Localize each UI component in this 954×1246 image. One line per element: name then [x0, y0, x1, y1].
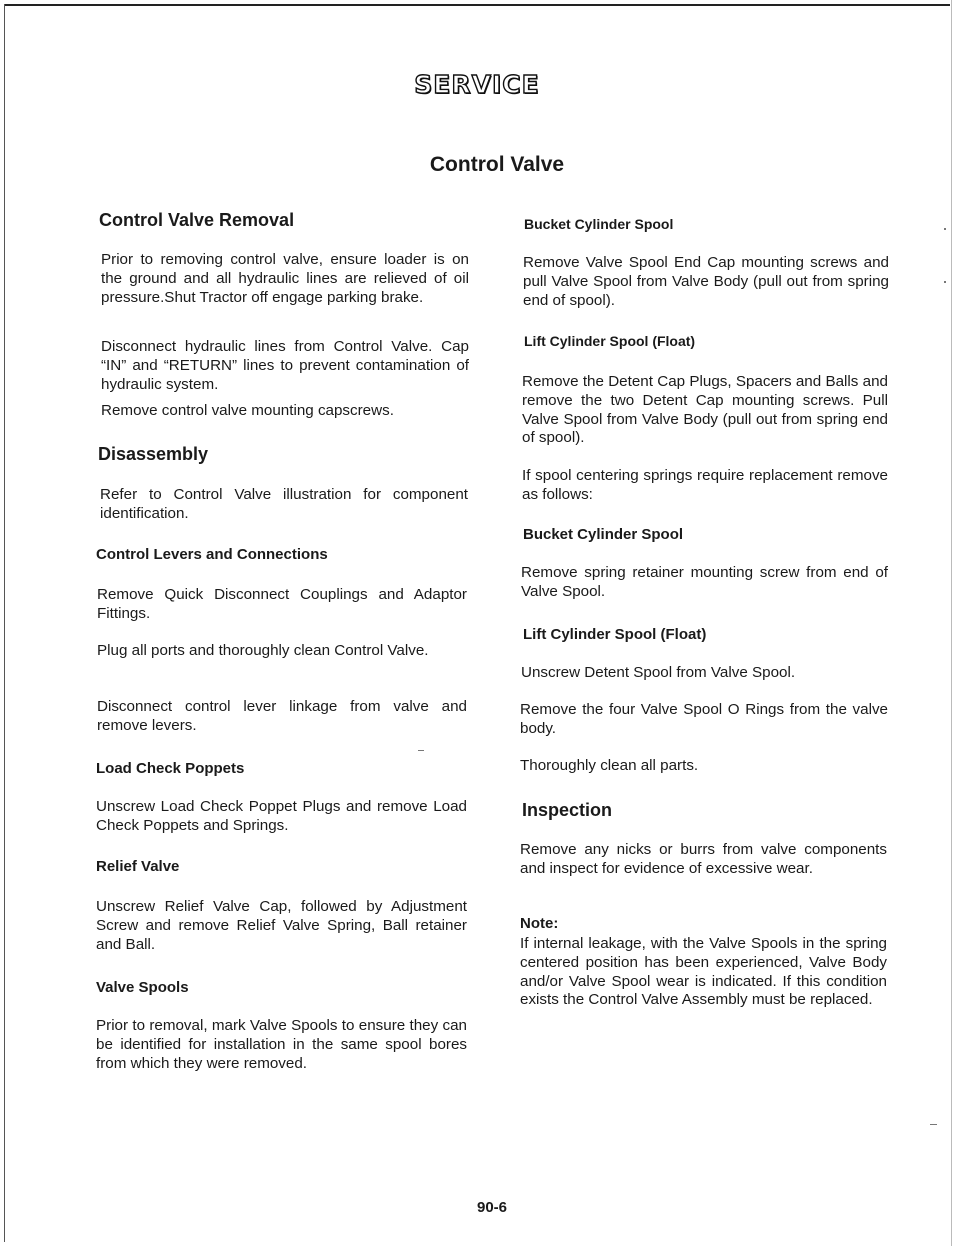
- heading-relief-valve: Relief Valve: [96, 858, 180, 875]
- paragraph-levers-1: Remove Quick Disconnect Couplings and Adaptor Fittings.: [97, 586, 467, 622]
- heading-control-valve-removal: Control Valve Removal: [99, 210, 295, 230]
- scan-speck: [944, 281, 946, 283]
- scan-speck: [930, 1124, 937, 1125]
- heading-load-check-poppets: Load Check Poppets: [96, 760, 245, 777]
- heading-valve-spools: Valve Spools: [96, 979, 189, 996]
- page-title: Control Valve: [429, 153, 565, 176]
- paragraph-relief-1: Unscrew Relief Valve Cap, followed by Adjustment Screw and remove Relief Valve Spring, Ball retainer and Ball.: [96, 898, 467, 953]
- heading-note: Note:: [520, 915, 559, 932]
- scan-speck: [418, 750, 424, 751]
- heading-lift-cylinder-spool: Lift Cylinder Spool (Float): [524, 333, 696, 349]
- heading-control-levers: Control Levers and Connections: [96, 546, 328, 563]
- paragraph-inspection-1: Remove any nicks or burrs from valve components and inspect for evidence of excessive wear.: [520, 841, 887, 877]
- paragraph-removal-2: Disconnect hydraulic lines from Control Valve. Cap “IN” and “RETURN” lines to prevent contamination of hydraulic system.: [101, 338, 469, 393]
- paragraph-load-check-1: Unscrew Load Check Poppet Plugs and remove Load Check Poppets and Springs.: [96, 798, 467, 834]
- scan-speck: [944, 228, 946, 230]
- heading-disassembly: Disassembly: [98, 444, 209, 464]
- paragraph-bucket-spool-1: Remove Valve Spool End Cap mounting screws and pull Valve Spool from Valve Body (pull out from spring end of spool).: [523, 254, 889, 309]
- section-banner: SERVICE: [414, 70, 540, 99]
- paragraph-lift-spool-float-1: Unscrew Detent Spool from Valve Spool.: [521, 664, 796, 681]
- page-number: 90-6: [476, 1199, 508, 1216]
- paragraph-lift-spool-2: If spool centering springs require replacement remove as follows:: [522, 467, 888, 503]
- paragraph-lift-spool-1: Remove the Detent Cap Plugs, Spacers and Balls and remove the two Detent Cap mounting screws. Pull Valve Spool from Valve Body (pull out from spring end of spool).: [522, 373, 888, 447]
- paragraph-disassembly-1: Refer to Control Valve illustration for component identification.: [100, 486, 468, 522]
- heading-inspection: Inspection: [522, 800, 613, 820]
- paragraph-note-1: If internal leakage, with the Valve Spools in the spring centered position has been experienced, Valve Body and/or Valve Spool wear is indicated. If this condition exists the Control Valve Assembly must be replaced.: [520, 935, 887, 1009]
- page-edge-right: [951, 0, 952, 1246]
- heading-bucket-cylinder-spool-2: Bucket Cylinder Spool: [523, 526, 684, 543]
- paragraph-levers-3: Disconnect control lever linkage from valve and remove levers.: [97, 698, 467, 734]
- paragraph-lift-spool-float-2: Remove the four Valve Spool O Rings from the valve body.: [520, 701, 888, 737]
- paragraph-spools-1: Prior to removal, mark Valve Spools to ensure they can be identified for installation in the same spool bores from which they were removed.: [96, 1017, 467, 1072]
- page-border-left: [4, 4, 5, 1242]
- paragraph-lift-spool-float-3: Thoroughly clean all parts.: [520, 757, 699, 774]
- heading-lift-cylinder-spool-float: Lift Cylinder Spool (Float): [523, 626, 707, 643]
- page-border-top: [4, 4, 950, 6]
- paragraph-levers-2: Plug all ports and thoroughly clean Control Valve.: [97, 642, 429, 659]
- heading-bucket-cylinder-spool: Bucket Cylinder Spool: [524, 216, 674, 232]
- paragraph-bucket-spool-2: Remove spring retainer mounting screw from end of Valve Spool.: [521, 564, 888, 600]
- paragraph-removal-3: Remove control valve mounting capscrews.: [101, 402, 394, 419]
- paragraph-removal-1: Prior to removing control valve, ensure loader is on the ground and all hydraulic lines are relieved of oil pressure.Shut Tractor off engage parking brake.: [101, 251, 469, 306]
